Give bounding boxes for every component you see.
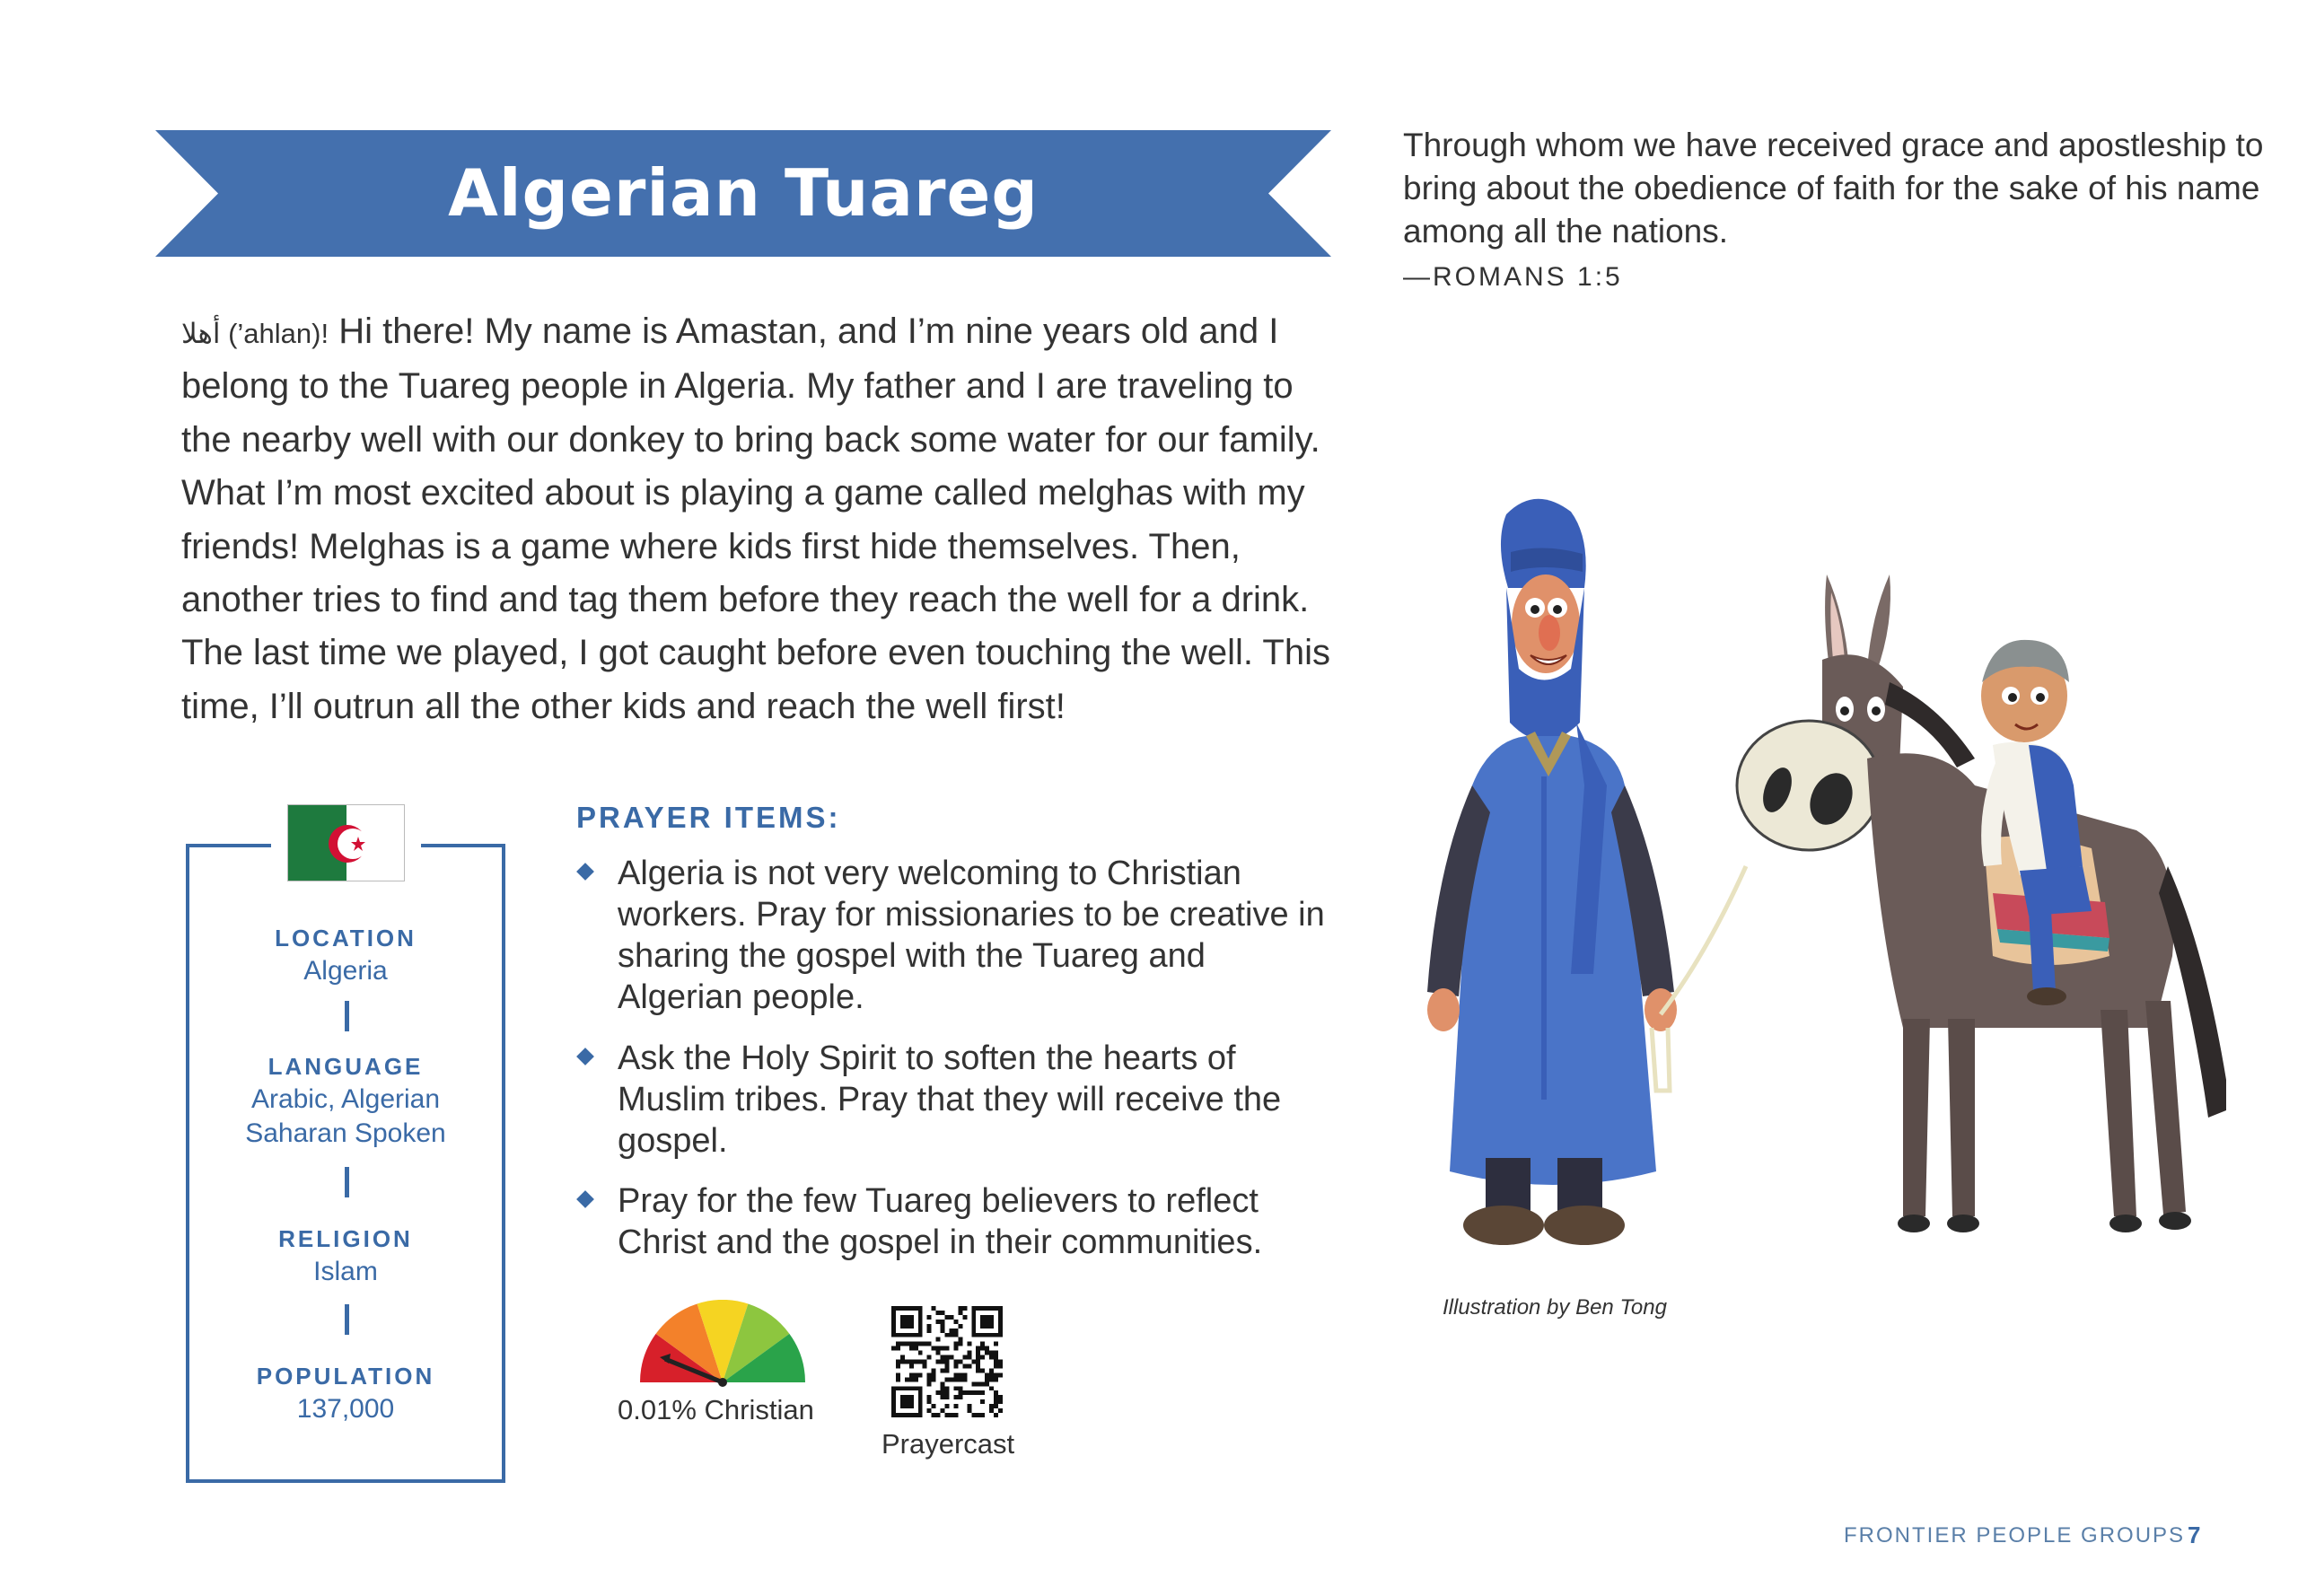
gauge-label: 0.01% Christian [618,1394,814,1425]
divider-tick [345,1167,349,1197]
location-label: LOCATION [275,925,417,951]
prayer-item: Pray for the few Tuareg believers to reflect Christ and the gospel in their communities. [618,1182,1263,1261]
language-label: LANGUAGE [268,1053,424,1080]
title-banner [155,130,1331,257]
divider-tick [345,1001,349,1031]
religion-label: RELIGION [278,1225,413,1252]
bullet-icon [576,1190,594,1208]
page-title: Algerian Tuareg [448,155,1039,231]
greeting: أهلا (’ahlan)! [181,318,329,349]
prayer-item: Ask the Holy Spirit to soften the hearts of Muslim tribes. Pray that they will receive the gospel. [618,1039,1282,1160]
intro-paragraph [181,305,1348,733]
qr-label: Prayercast [881,1428,1015,1460]
algeria-flag-icon [287,804,405,881]
prayer-heading: PRAYER ITEMS: [576,801,841,834]
language-value-1: Arabic, Algerian [250,1084,441,1114]
man-figure [1427,499,1746,1245]
qr-code-icon[interactable] [891,1306,1003,1422]
christian-percentage-gauge [637,1300,808,1394]
scripture-reference: —ROMANS 1:5 [1403,262,1623,292]
bullet-icon [576,863,594,881]
location-value: Algeria [303,956,388,986]
scripture-verse: Through whom we have received grace and apostleship to bring about the obedience of faith for the sake of his name among all the nations. [1403,127,2264,250]
donkey-figure [1737,574,2226,1232]
population-value: 137,000 [296,1394,395,1424]
bullet-icon [576,1048,594,1065]
prayer-item: Algeria is not very welcoming to Christian workers. Pray for missionaries to be creative in sharing the gospel with the Tuareg and Algerian people. [618,855,1325,1016]
religion-value: Islam [313,1257,378,1286]
page-number: 7 [2188,1521,2201,1548]
intro-text: Hi there! My name is Amastan, and I’m nine years old and I belong to the Tuareg people in Algeria. My father and I are traveling to the nearby well with our donkey to bring back some water for our family. What I’m most excited about is playing a game called melghas with my friends! Melghas is a game where kids first hide themselves. Then, another tries to find and tag them before they reach the well for a drink. The last time we played, I got caught before even touching the well. This time, I’ll outrun all the other kids and reach the well first! [181,311,1330,726]
illustration-credit: Illustration by Ben Tong [1443,1295,1667,1320]
tuareg-man-boy-donkey-illustration [1400,489,2226,1284]
population-label: POPULATION [256,1363,435,1390]
language-value-2: Saharan Spoken [245,1118,446,1148]
divider-tick [345,1304,349,1335]
footer-section-title: FRONTIER PEOPLE GROUPS [1844,1523,2186,1548]
